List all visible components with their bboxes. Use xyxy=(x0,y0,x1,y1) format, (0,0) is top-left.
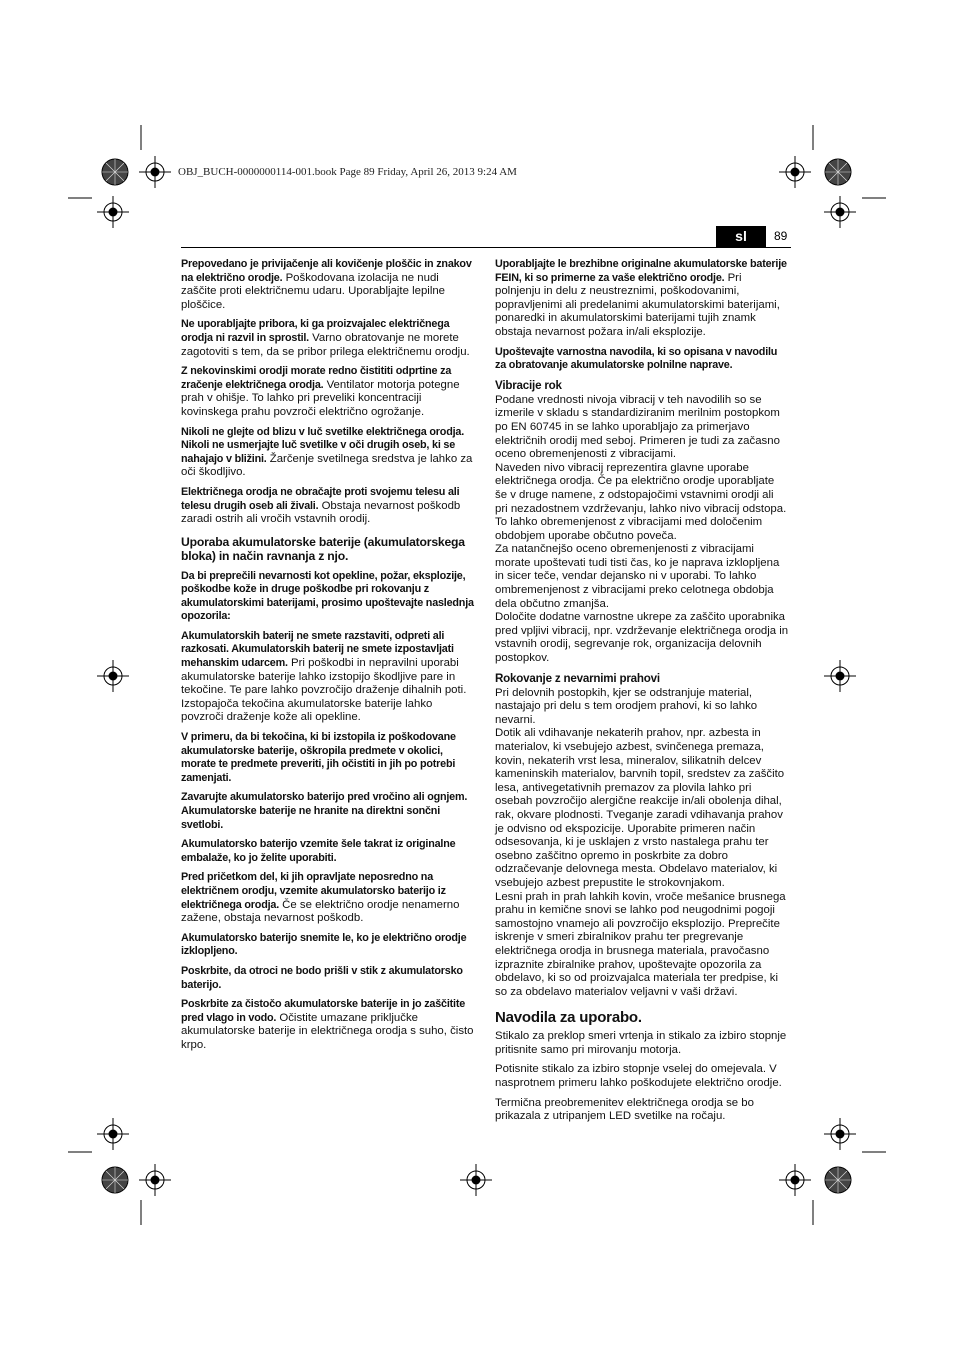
bold-warning: Zavarujte akumulatorsko baterijo pred vročino ali ognjem. Akumulatorske baterije ne hranite na direktni sončni svetlobi. xyxy=(181,791,468,831)
bold-warning: Uporabljajte le brezhibne originalne akumulatorske baterije FEIN, ki so primerne za vaše električno orodje. xyxy=(495,258,787,284)
body-text: Obstaja nevarnost poškodb zaradi ostrih ali vročih vstavnih orodij. xyxy=(181,499,461,526)
paragraph: Naveden nivo vibracij reprezentira glavne uporabe električnega orodja. Če pa električno orodje uporabljate še v druge namene, z odstopajočimi vstavnimi orodji ali pri nezadostnem vzdrževanju, lahko nivo vibracij odstopa. To lahko obremenjenost z vibracijami med določenim obdobjem uporabe občutno poveča. xyxy=(495,461,787,542)
bold-warning: Poskrbite za čistočo akumulatorske baterije in jo zaščitite pred vlago in vodo. xyxy=(181,998,466,1024)
paragraph xyxy=(181,838,475,865)
paragraph: Dotik ali vdihavanje nekaterih prahov, npr. azbesta in materialov, ki vsebujejo azbest, svinčenega premaza, kovin, nekaterih vrst lesa, mineralov, silikatnih delcev kameninskih materialov, barvnih topil, sredstev za zaščito lesa, antivegetativnih premazov za plovila lahko pri osebah povzročijo alergične reakcije in/ali obolenja dihal, rak, okvare plodnosti. Tveganje zaradi vdihavanja prahov je odvisno od ekspozicije. Uporabite primeren način odsesovanja, ki je usklajen z vrsto nastalega prahu ter osebno zaščitno opremo in poskrbite za dobro odzračevanje delovnega mesta. Obdelavo materialov, ki vsebujejo azbest prepustite le strokovnjakom. xyxy=(495,727,785,889)
bold-warning: Da bi preprečili nevarnosti kot opekline, požar, eksplozije, poškodbe kože in druge poškodbe pri rokovanju z akumulatorskimi baterijami, prosimo upoštevajte naslednja opozorila: xyxy=(181,569,474,623)
paragraph: Stikalo za preklop smeri vrtenja in stikalo za izbiro stopnje pritisnite samo pri mirovanju motorja. xyxy=(495,1030,787,1056)
bold-warning: Akumulatorsko baterijo vzemite šele takrat iz originalne embalaže, ko jo želite uporabiti. xyxy=(181,838,456,864)
body-text: Ventilator motorja potegne prah v ohišje. To lahko pri preveliki koncentraciji kovinskega prahu povzroči električno ogrožanje. xyxy=(181,378,460,418)
paragraph: Podane vrednosti nivoja vibracij v teh navodilih so se izmerile v skladu s standardiziranim merilnim postopkom po EN 60745 in se lahko uporabljajo za primerjavo električnih orodij med seboj. Primeren je tudi za začasno oceno obremenjenosti z vibracijami. xyxy=(495,393,780,461)
paragraph xyxy=(181,486,475,527)
body-text: Žarčenje svetilnega sredstva je lahko za oči škodljivo. xyxy=(181,452,473,479)
paragraph xyxy=(181,365,475,419)
section-heading-instructions: Navodila za uporabo. xyxy=(495,1009,642,1027)
section-heading-dust: Rokovanje z nevarnimi prahovi xyxy=(495,671,660,685)
paragraph: Termična preobremenitev električnega orodja se bo prikazala z utripanjem LED svetilke na ročaju. xyxy=(495,1096,754,1123)
bold-warning: Akumulatorskih baterij ne smete razstaviti, odpreti ali razkosati. Akumulatorskih baterij ne smete izpostavljati mehanskim udarcem. xyxy=(181,629,454,670)
paragraph xyxy=(181,998,475,1052)
body-text: Očistite umazane priključke akumulatorske baterije in električnega orodja s suho, čisto krpo. xyxy=(181,1011,474,1051)
body-text: Če se električno orodje nenamerno zažene, obstaja nevarnost poškodb. xyxy=(181,898,460,925)
bold-warning: Upoštevajte varnostna navodila, ki so opisana v navodilu za obratovanje akumulatorske polnilne naprave. xyxy=(495,345,778,372)
body-text: Pri poškodbi in nepravilni uporabi akumulatorske baterije lahko izstopijo škodljive pare in tekočine. Te pare lahko povzročijo draženje dihalnih poti. Izstopajoča tekočina akumulatorske baterije lahko povzroči draženje kože ali opekline. xyxy=(181,657,467,724)
paragraph xyxy=(181,731,475,785)
paragraph xyxy=(181,318,475,359)
bold-warning: Pred pričetkom del, ki jih opravljate neposredno na električnem orodju, vzemite akumulatorsko baterijo iz električnega orodja. xyxy=(181,871,446,911)
paragraph xyxy=(181,258,475,312)
header-rule xyxy=(181,247,791,248)
body-text: Poškodovana izolacija ne nudi zaščite proti električnemu udaru. Uporabljajte lepilne ploščice. xyxy=(181,271,446,311)
section-heading-battery: Uporaba akumulatorske baterije (akumulatorskega bloka) in način ravnanja z njo. xyxy=(181,534,465,564)
body-text: Varno obratovanje ne morete zagotoviti s tem, da se pribor prilega električnemu orodju. xyxy=(181,331,470,358)
paragraph xyxy=(181,871,475,925)
right-column xyxy=(495,258,789,1130)
bold-warning: Nikoli ne glejte od blizu v luč svetilke električnega orodja. Nikoli ne usmerjajte luč svetilke v oči drugih oseb, ki se nahajajo v bližini. xyxy=(181,425,465,465)
body-text: Pri polnjenju in delu z neustreznimi, poškodovanimi, popravljenimi ali predelanimi akumulatorskimi baterijami, ponaredki in akumulatorskimi baterijami tujih znamk obstaja nevarnost požara in/ali eksplozije. xyxy=(495,271,780,338)
paragraph xyxy=(181,791,475,832)
bold-warning: Z nekovinskimi orodji morate redno čistititi odprtine za zračenje električnega orodja. xyxy=(181,365,452,391)
bold-warning: V primeru, da bi tekočina, ki bi izstopila iz poškodovane akumulatorske baterije, oškropila predmete v okolici, morate te predmete preveriti, jih očistiti in jih po potrebi zamenjati. xyxy=(181,731,456,784)
bold-warning: Poskrbite, da otroci ne bodo prišli v stik z akumulatorsko baterijo. xyxy=(181,964,463,991)
paragraph: Določite dodatne varnostne ukrepe za zaščito uporabnika pred vpljivi vibracij, npr. vzdrževanje električnega orodja in vstavnih orodij, segrevanje rok, organizacija delovnih postopkov. xyxy=(495,611,789,665)
bold-warning: Akumulatorsko baterijo snemite le, ko je električno orodje izklopljeno. xyxy=(181,931,467,958)
paragraph xyxy=(181,630,475,725)
paragraph xyxy=(181,932,475,959)
section-heading-vibration: Vibracije rok xyxy=(495,378,562,392)
paragraph xyxy=(495,258,789,340)
bold-warning: Ne uporabljajte pribora, ki ga proizvajalec električnega orodja ni razvil in sprostil. xyxy=(181,318,450,344)
paragraph: Lesni prah in prah lahkih kovin, vroče mešanice brusnega prahu in kemične snovi se lahko pod neugodnimi pogoji samostojno vnamejo ali povzročijo eksplozijo. Preprečite iskrenje v smeri zbiralnikov prahu ter pregrevanje električnega orodja in brusnega materiala, pravočasno izpraznite zbiralnike prahov, upoštevajte opozorila za obdelavo, ki so od proizvajalca materiala ter predpise, ki so za obdelavo materialov veljavni v vaši državi. xyxy=(495,890,786,998)
paragraph xyxy=(495,346,789,373)
left-column xyxy=(181,258,475,1059)
paragraph: Potisnite stikalo za izbiro stopnje vselej do omejevala. V nasprotnem primeru lahko poškodujete električno orodje. xyxy=(495,1063,782,1090)
paragraph xyxy=(181,426,475,480)
paragraph: Pri delovnih postopkih, kjer se odstranjuje material, nastajajo pri delu s tem orodjem prahovi, ki so lahko nevarni. xyxy=(495,686,758,726)
language-badge: sl xyxy=(716,226,766,247)
paragraph xyxy=(181,570,475,624)
bold-warning: Električnega orodja ne obračajte proti svojemu telesu ali telesu drugih oseb ali živali. xyxy=(181,485,460,512)
bold-warning: Prepovedano je privijačenje ali kovičenje ploščic in znakov na električno orodje. xyxy=(181,258,472,284)
paragraph xyxy=(181,965,475,992)
print-slug: OBJ_BUCH-0000000114-001.book Page 89 Friday, April 26, 2013 9:24 AM xyxy=(178,166,517,178)
page-number: 89 xyxy=(774,229,788,243)
paragraph: Za natančnejšo oceno obremenjenosti z vibracijami morate upoštevati tudi tisti čas, ko je naprava izklopljena in sicer teče, vendar dejansko ni v uporabi. To lahko ombremenjenost z vibracijami preko celotnega obdobja dela občutno zmanjša. xyxy=(495,543,780,610)
